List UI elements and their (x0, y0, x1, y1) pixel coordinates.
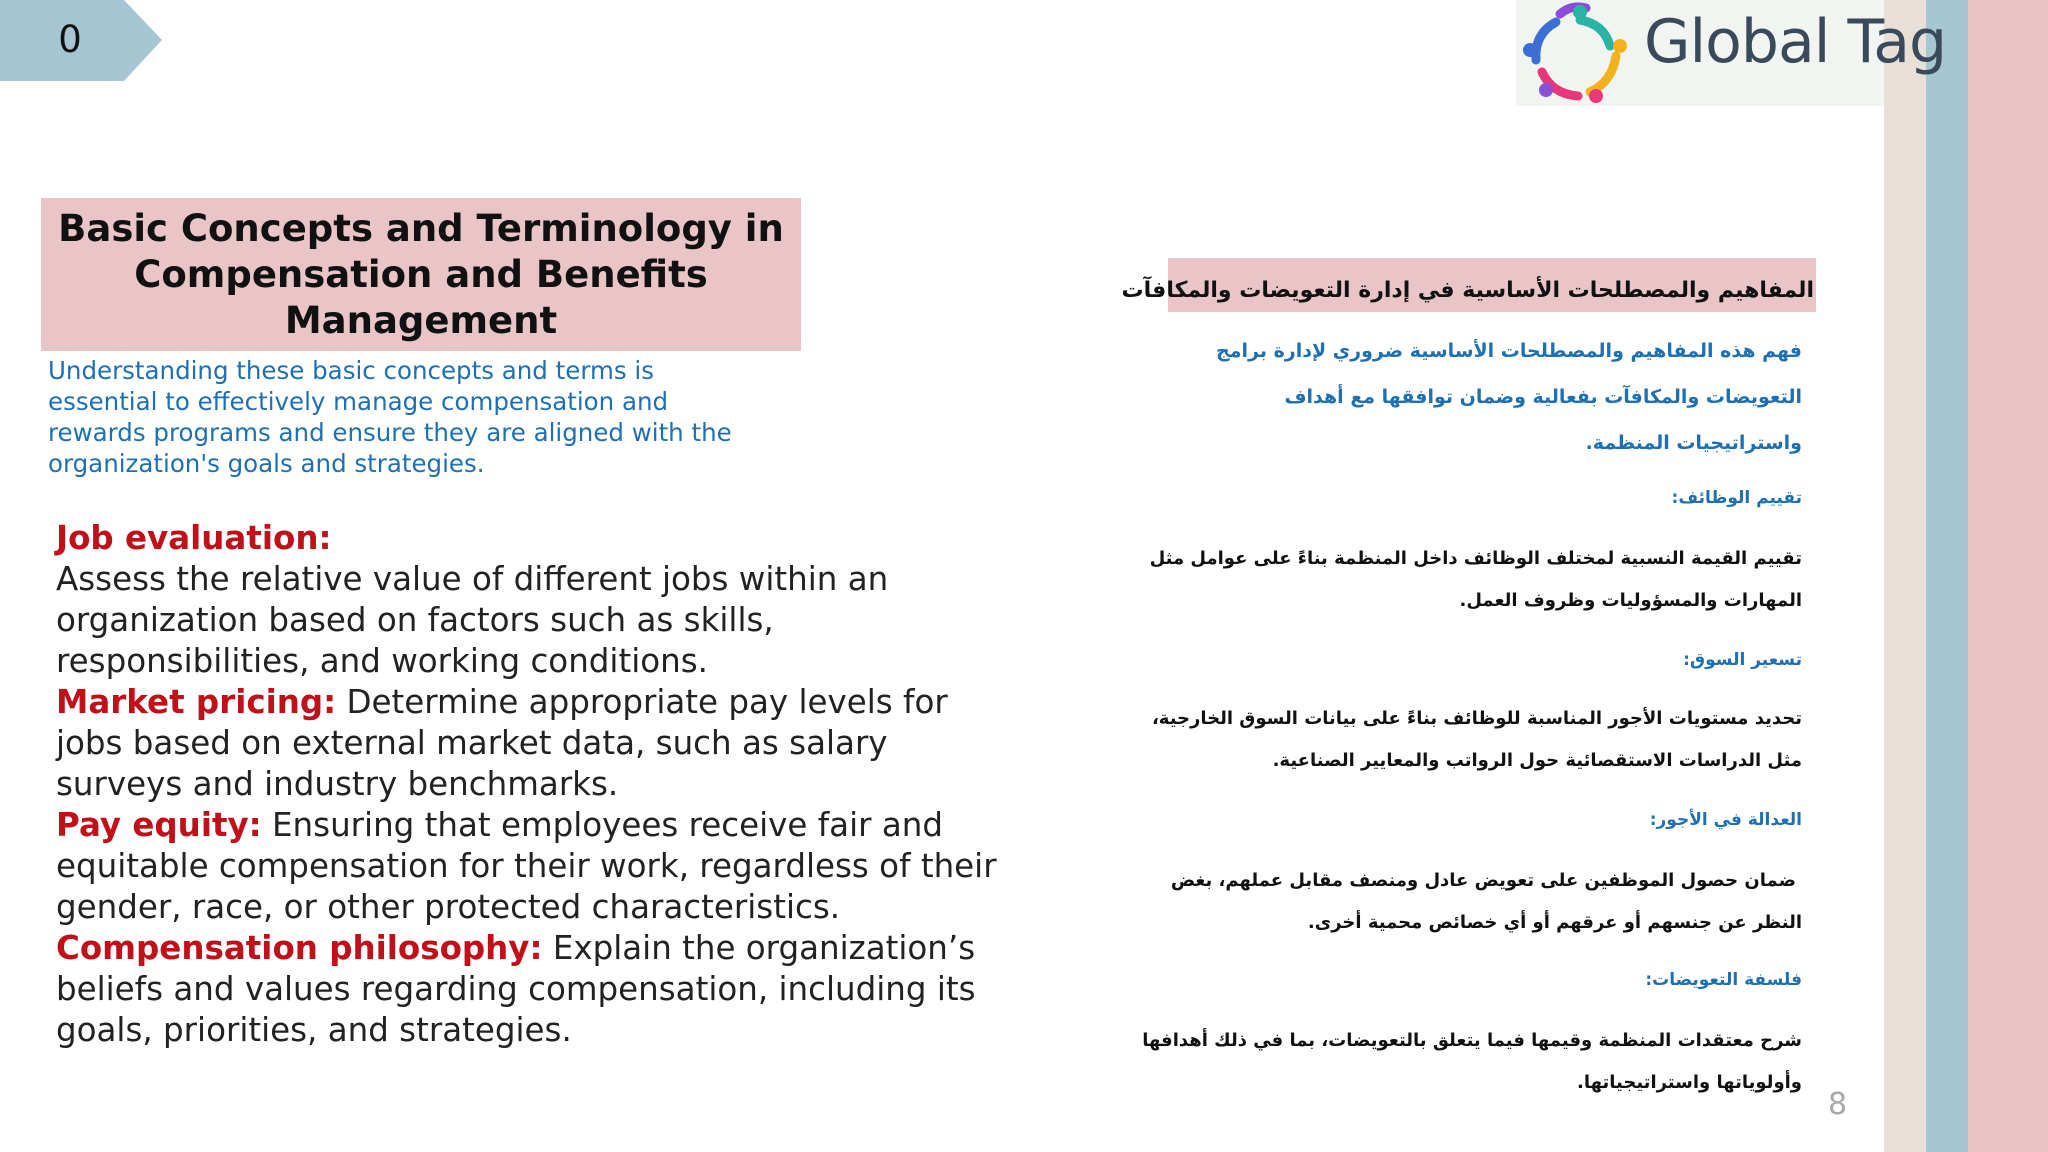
arabic-body-line: تقييم القيمة النسبية لمختلف الوظائف داخل المنظمة بناءً على عوامل مثل (1149, 548, 1802, 569)
logo-text: Global Tag (1644, 7, 1947, 77)
arabic-heading-job-evaluation: تقييم الوظائف: (1671, 488, 1802, 508)
page-title (41, 206, 801, 344)
concepts-body (56, 518, 1016, 1051)
term-market-pricing: Market pricing: (56, 683, 337, 721)
term-job-evaluation: Job evaluation: (56, 519, 332, 557)
body-line: goals, priorities, and strategies. (56, 1011, 572, 1049)
intro-line: essential to effectively manage compensation and (48, 387, 669, 416)
arabic-body-line: ضمان حصول الموظفين على تعويض عادل ومنصف مقابل عملهم، بغض (1170, 870, 1796, 891)
intro-line: rewards programs and ensure they are aligned with the (48, 418, 732, 447)
body-line (56, 518, 1016, 559)
term-pay-equity: Pay equity: (56, 806, 262, 844)
body-line: surveys and industry benchmarks. (56, 765, 619, 803)
body-text: Explain the organization’s (542, 929, 976, 967)
title-line: Compensation and Benefits (134, 253, 708, 296)
body-line: beliefs and values regarding compensation, including its (56, 970, 976, 1008)
arabic-body-line: النظر عن جنسهم أو عرقهم أو أي خصائص محمية أخرى. (1307, 912, 1802, 933)
body-text: Determine appropriate pay levels for (336, 683, 948, 721)
arabic-body-line: وأولوياتها واستراتيجياتها. (1577, 1072, 1802, 1093)
intro-paragraph (48, 355, 748, 479)
global-tag-logo (1516, 0, 1947, 106)
title-line: Management (284, 299, 558, 342)
intro-line: organization's goals and strategies. (48, 449, 485, 478)
body-line: organization based on factors such as skills, (56, 601, 774, 639)
body-line: Assess the relative value of different jobs within an (56, 560, 889, 598)
body-line: jobs based on external market data, such as salary (56, 724, 888, 762)
decorative-stripe-beige (1884, 0, 1926, 1152)
body-line: gender, race, or other protected characteristics. (56, 888, 841, 926)
arabic-body-line: تحديد مستويات الأجور المناسبة للوظائف بناءً على بيانات السوق الخارجية، (1151, 708, 1802, 729)
arabic-intro-line: التعويضات والمكافآت بفعالية وضمان توافقها مع أهداف (1284, 386, 1802, 408)
arabic-body-line: شرح معتقدات المنظمة وقيمها فيما يتعلق بالتعويضات، بما في ذلك أهدافها (1142, 1030, 1802, 1051)
body-line (56, 682, 1016, 723)
slide-number-tab (0, 0, 162, 81)
term-compensation-philosophy: Compensation philosophy: (56, 929, 543, 967)
intro-line: Understanding these basic concepts and terms is (48, 356, 654, 385)
logo-people-circle-icon (1516, 0, 1644, 106)
arabic-intro-line: فهم هذه المفاهيم والمصطلحات الأساسية ضروري لإدارة برامج (1216, 340, 1802, 362)
body-line (56, 928, 1016, 969)
arabic-heading-compensation-philosophy: فلسفة التعويضات: (1645, 970, 1802, 990)
arabic-heading-pay-equity: العدالة في الأجور: (1649, 810, 1802, 830)
slide-tab-label: 0 (58, 18, 82, 61)
body-line (56, 805, 1016, 846)
arabic-title: المفاهيم والمصطلحات الأساسية في إدارة التعويضات والمكافآت (1121, 278, 1814, 303)
arabic-intro-line: واستراتيجيات المنظمة. (1585, 432, 1802, 454)
body-line: equitable compensation for their work, regardless of their (56, 847, 997, 885)
title-line: Basic Concepts and Terminology in (58, 207, 784, 250)
body-text: Ensuring that employees receive fair and (261, 806, 943, 844)
decorative-stripe-pink (1968, 0, 2048, 1152)
arabic-title-box (1121, 258, 1816, 312)
body-line: responsibilities, and working conditions. (56, 642, 708, 680)
arabic-heading-market-pricing: تسعير السوق: (1683, 650, 1802, 670)
arabic-body-line: المهارات والمسؤوليات وظروف العمل. (1459, 590, 1802, 611)
page-number: 8 (1828, 1087, 1848, 1122)
title-box (41, 198, 801, 351)
decorative-stripe-blue (1926, 0, 1968, 1152)
arabic-body-line: مثل الدراسات الاستقصائية حول الرواتب والمعايير الصناعية. (1272, 750, 1802, 771)
